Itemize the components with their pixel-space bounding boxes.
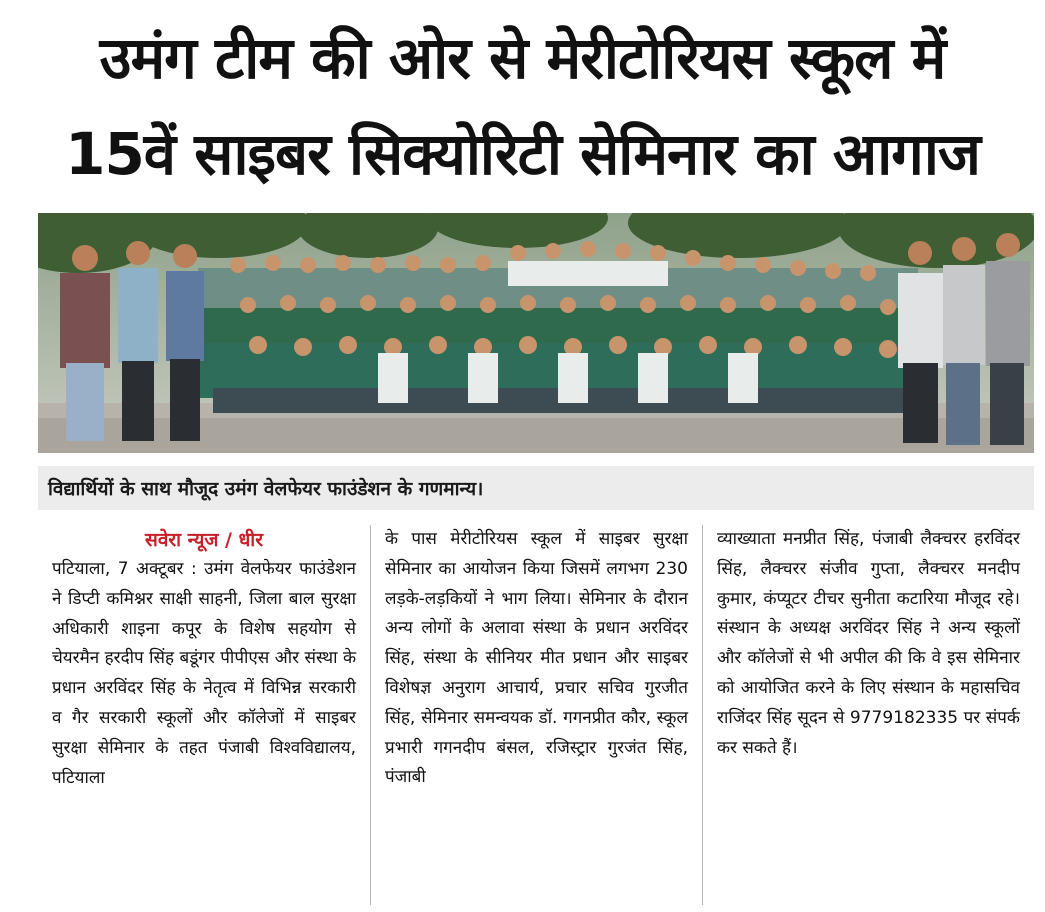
headline-line-1: उमंग टीम की ओर से मेरीटोरियस स्कूल में	[99, 24, 946, 92]
article-text-2: के पास मेरीटोरियस स्कूल में साइबर सुरक्षा सेमिनार का आयोजन किया जिसमें लगभग 230 लड़के-लड़कियों ने भाग लिया। सेमिनार के दौरान अन्य लोगों के अलावा संस्था के प्रधान अरविंदर सिंह, संस्था के सीनियर मीत प्रधान और साइबर विशेषज्ञ अनुराग आचार्य, प्रचार सचिव गुरजीत सिंह, सेमिनार समन्वयक डॉ. गगनप्रीत कौर, स्कूल प्रभारी गगनदीप बंसल, रजिस्ट्रार गुरजंत सिंह, पंजाबी	[385, 529, 688, 788]
headline-line-2: 15वें साइबर सिक्योरिटी सेमिनार का आगाज	[65, 120, 980, 188]
article-body	[38, 525, 1034, 905]
photo-caption: विद्यार्थियों के साथ मौजूद उमंग वेलफेयर फाउंडेशन के गणमान्य।	[48, 478, 484, 500]
article-text-1: पटियाला, 7 अक्टूबर : उमंग वेलफेयर फाउंडेशन ने डिप्टी कमिश्नर साक्षी साहनी, जिला बाल सुरक्षा अधिकारी शाइना कपूर के विशेष सहयोग से चेयरमैन हरदीप सिंह बडूंगर पीपीएस और संस्था के प्रधान अरविंदर सिंह के नेतृत्व में विभिन्न सरकारी व गैर सरकारी स्कूलों और कॉलेजों में साइबर सुरक्षा सेमिनार के तहत पंजाबी विश्वविद्यालय, पटियाला	[52, 559, 356, 788]
group-photo	[38, 213, 1034, 453]
byline: सवेरा न्यूज / धीर	[145, 529, 263, 551]
article-column-1	[38, 525, 370, 905]
headline	[20, 10, 1025, 202]
group-photo-illustration	[38, 213, 1034, 453]
article-column-3	[702, 525, 1034, 905]
photo-caption-bar	[38, 466, 1034, 510]
article-column-2	[370, 525, 702, 905]
article-text-3: व्याख्याता मनप्रीत सिंह, पंजाबी लैक्चरर हरविंदर सिंह, लैक्चरर संजीव गुप्ता, लैक्चरर मनदीप कुमार, कंप्यूटर टीचर सुनीता कटारिया मौजूद रहे। संस्थान के अध्यक्ष अरविंदर सिंह ने अन्य स्कूलों और कॉलेजों से भी अपील की कि वे इस सेमिनार को आयोजित करने के लिए संस्थान के महासचिव राजिंदर सिंह सूदन से 9779182335 पर संपर्क कर सकते हैं।	[717, 529, 1020, 758]
